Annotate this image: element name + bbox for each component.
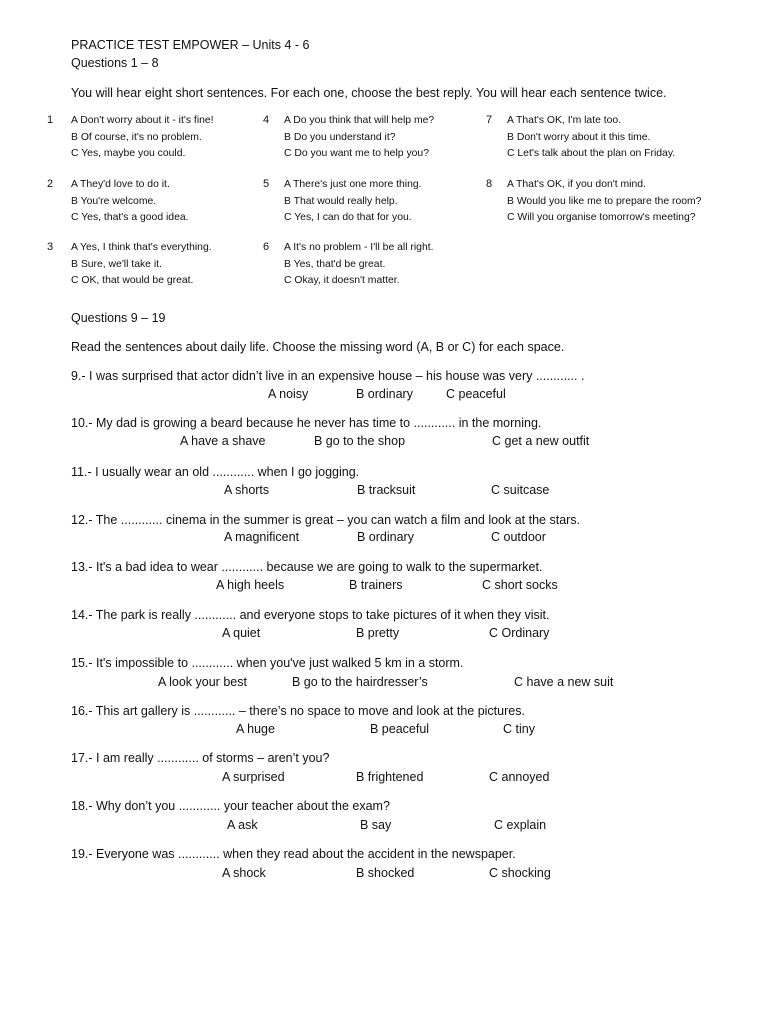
option-b: B Would you like me to prepare the room? — [507, 195, 702, 207]
option-b: B Sure, we'll take it. — [71, 258, 162, 270]
choice-b: B frightened — [356, 770, 424, 784]
choice-c: C have a new suit — [514, 675, 614, 689]
choice-a: A look your best — [158, 675, 247, 689]
option-a: A There's just one more thing. — [284, 179, 422, 190]
choice-a: A ask — [227, 818, 258, 832]
item-options — [507, 177, 701, 227]
item-options — [71, 113, 214, 163]
choice-a: A shorts — [224, 483, 270, 497]
item-number: 8 — [486, 178, 493, 190]
item-number: 6 — [263, 241, 270, 253]
option-b: B You're welcome. — [71, 195, 157, 207]
option-b: B Do you understand it? — [284, 131, 396, 143]
choice-b: B ordinary — [357, 530, 414, 544]
item-number: 5 — [263, 178, 270, 190]
option-a: A That's OK, if you don't mind. — [507, 179, 646, 190]
section1-heading: Questions 1 – 8 — [71, 56, 159, 70]
option-c: C Do you want me to help you? — [284, 148, 429, 159]
option-c: C OK, that would be great. — [71, 275, 194, 286]
choice-b: B ordinary — [356, 387, 413, 401]
option-a: A Don't worry about it - it's fine! — [71, 115, 214, 126]
choice-c: C short socks — [482, 578, 558, 592]
choice-a: A have a shave — [180, 434, 266, 448]
question-text: 18.- Why don’t you ............ your teacher about the exam? — [71, 799, 390, 813]
section2-heading: Questions 9 – 19 — [71, 311, 166, 325]
choice-b: B shocked — [356, 866, 415, 880]
choice-b: B go to the hairdresser’s — [292, 675, 428, 689]
page-title: PRACTICE TEST EMPOWER – Units 4 - 6 — [71, 38, 310, 52]
question-text: 12.- The ............ cinema in the summer is great – you can watch a film and look at the stars. — [71, 513, 581, 527]
section2-instructions: Read the sentences about daily life. Choose the missing word (A, B or C) for each space. — [71, 340, 565, 354]
choice-a: A shock — [222, 866, 266, 880]
choice-b: B trainers — [349, 578, 403, 592]
question-text: 13.- It's a bad idea to wear ............ because we are going to walk to the supermarket. — [71, 560, 543, 574]
option-c: C Yes, I can do that for you. — [284, 212, 412, 223]
item-options — [507, 113, 675, 163]
option-b: B Of course, it's no problem. — [71, 131, 202, 143]
section1-instructions: You will hear eight short sentences. For each one, choose the best reply. You will hear each sentence twice. — [71, 86, 667, 100]
option-a: A They'd love to do it. — [71, 179, 170, 190]
option-c: C Yes, that's a good idea. — [71, 212, 189, 223]
choice-a: A noisy — [268, 387, 309, 401]
option-c: C Will you organise tomorrow's meeting? — [507, 212, 696, 223]
option-a: A Yes, I think that's everything. — [71, 242, 212, 253]
question-text: 16.- This art gallery is ............ – there’s no space to move and look at the pictures. — [71, 704, 525, 718]
item-options — [71, 177, 189, 227]
option-a: A Do you think that will help me? — [284, 115, 435, 126]
question-text: 17.- I am really ............ of storms – aren’t you? — [71, 751, 330, 765]
item-number: 2 — [47, 178, 54, 190]
option-c: C Yes, maybe you could. — [71, 148, 186, 159]
choice-a: A surprised — [222, 770, 285, 784]
question-text: 15.- It's impossible to ............ when you've just walked 5 km in a storm. — [71, 656, 464, 670]
question-text: 19.- Everyone was ............ when they read about the accident in the newspaper. — [71, 847, 516, 861]
question-text: 9.- I was surprised that actor didn’t live in an expensive house – his house was very ............ . — [71, 369, 585, 383]
item-options — [284, 113, 434, 163]
choice-a: A quiet — [222, 626, 261, 640]
choice-c: C get a new outfit — [492, 434, 590, 448]
choice-a: A high heels — [216, 578, 285, 592]
item-options — [284, 177, 422, 227]
item-number: 4 — [263, 114, 270, 126]
choice-c: C annoyed — [489, 770, 550, 784]
choice-c: C suitcase — [491, 483, 550, 497]
option-c: C Let's talk about the plan on Friday. — [507, 148, 676, 159]
choice-b: B pretty — [356, 626, 400, 640]
choice-a: A magnificent — [224, 530, 300, 544]
item-options — [284, 240, 434, 290]
choice-b: B tracksuit — [357, 483, 416, 497]
item-number: 7 — [486, 114, 493, 126]
question-text: 10.- My dad is growing a beard because he never has time to ............ in the morning. — [71, 416, 542, 430]
option-a: A That's OK, I'm late too. — [507, 115, 622, 126]
item-number: 1 — [47, 114, 54, 126]
item-number: 3 — [47, 241, 54, 253]
choice-c: C explain — [494, 818, 547, 832]
choice-c: C shocking — [489, 866, 551, 880]
choice-c: C peaceful — [446, 387, 506, 401]
question-text: 14.- The park is really ............ and everyone stops to take pictures of it when they visit. — [71, 608, 550, 622]
choice-c: C outdoor — [491, 530, 546, 544]
choice-a: A huge — [236, 722, 275, 736]
option-a: A It's no problem - I'll be all right. — [284, 242, 434, 253]
option-c: C Okay, it doesn't matter. — [284, 275, 400, 286]
option-b: B Don't worry about it this time. — [507, 131, 651, 143]
item-options — [71, 240, 212, 290]
choice-b: B peaceful — [370, 722, 430, 736]
choice-c: C tiny — [503, 722, 535, 736]
choice-b: B go to the shop — [314, 434, 406, 448]
option-b: B Yes, that'd be great. — [284, 258, 386, 270]
choice-b: B say — [360, 818, 392, 832]
choice-c: C Ordinary — [489, 626, 550, 640]
question-text: 11.- I usually wear an old ............ when I go jogging. — [71, 465, 360, 479]
option-b: B That would really help. — [284, 195, 398, 207]
